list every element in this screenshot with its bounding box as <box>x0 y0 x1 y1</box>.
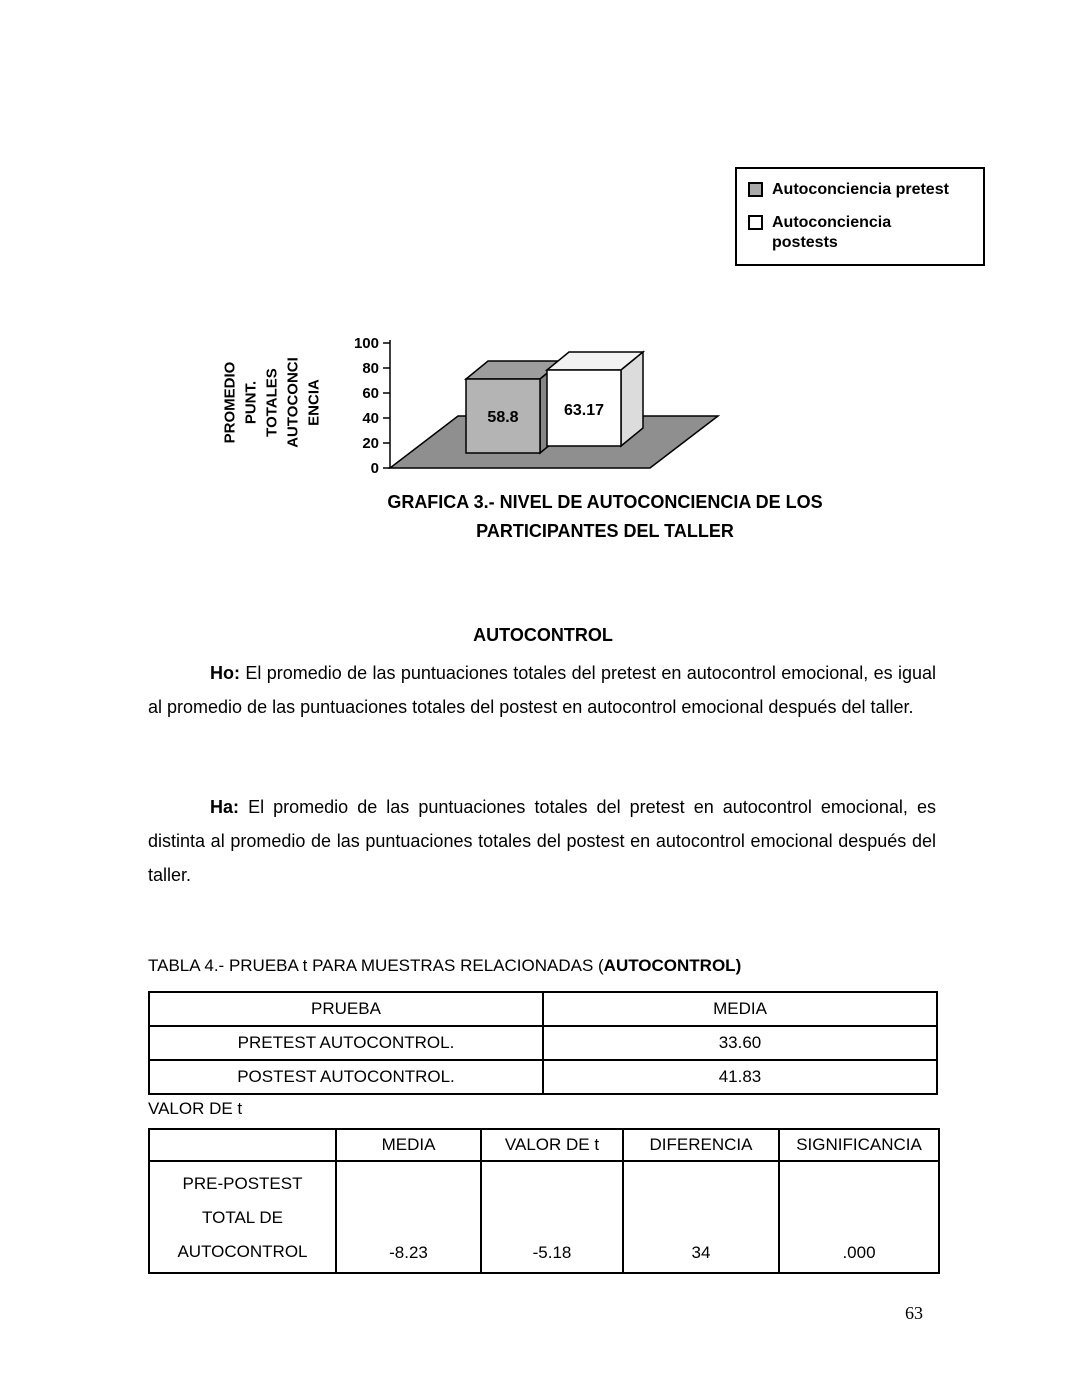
bar-postest-value-label: 63.17 <box>563 402 605 419</box>
y-axis-title-line-3: TOTALES <box>263 368 281 437</box>
t-table-media-value: -8.23 <box>336 1161 481 1273</box>
t-table-row-label-line-1: PRE-POSTEST <box>182 1174 303 1193</box>
y-axis-tick-marks <box>383 343 390 468</box>
table-caption-text: TABLA 4.- PRUEBA t PARA MUESTRAS RELACIONADAS ( <box>148 956 604 975</box>
ho-label: Ho: <box>210 663 240 683</box>
legend-item-postest <box>748 213 973 253</box>
hypothesis-ho-paragraph <box>148 656 936 724</box>
valor-de-t-label: VALOR DE t <box>148 1099 243 1118</box>
bar-pretest-value-label: 58.8 <box>487 409 519 426</box>
table-row <box>149 1060 937 1094</box>
t-table-header-significancia: SIGNIFICANCIA <box>779 1129 939 1161</box>
t-table-header-empty <box>149 1129 336 1161</box>
table-caption-bold-text: AUTOCONTROL) <box>603 956 742 975</box>
legend-swatch-pretest-icon <box>748 182 763 197</box>
chart-legend <box>735 167 985 266</box>
t-table-header-row <box>149 1129 939 1161</box>
postest-media-value: 41.83 <box>543 1060 937 1094</box>
y-axis-title-line-4: AUTOCONCI <box>284 357 302 448</box>
hypothesis-ha-paragraph <box>148 790 936 892</box>
section-heading: AUTOCONTROL <box>473 625 613 645</box>
y-tick-label-60: 60 <box>362 385 379 402</box>
media-table-header-row <box>149 992 937 1026</box>
table-caption <box>148 956 741 976</box>
media-table-header-prueba: PRUEBA <box>149 992 543 1026</box>
ha-text: El promedio de las puntuaciones totales del pretest en autocontrol emocional, es distinta al promedio de las puntuaciones totales del postest en autocontrol emocional después del taller. <box>148 797 936 885</box>
y-tick-label-20: 20 <box>362 435 379 452</box>
t-table-data-row <box>149 1161 939 1273</box>
t-table-row-label <box>149 1161 336 1273</box>
pretest-media-value: 33.60 <box>543 1026 937 1060</box>
t-table-header-valor: VALOR DE t <box>481 1129 623 1161</box>
y-axis-title <box>220 343 325 463</box>
ha-label: Ha: <box>210 797 240 817</box>
bar-postest <box>547 352 643 446</box>
t-table-header-diferencia: DIFERENCIA <box>623 1129 779 1161</box>
chart-title-line-1: GRAFICA 3.- NIVEL DE AUTOCONCIENCIA DE LOS <box>387 492 823 512</box>
legend-label-postest: Autoconciencia postests <box>772 214 892 251</box>
legend-swatch-postest-icon <box>748 215 763 230</box>
legend-item-pretest <box>748 180 973 200</box>
y-tick-label-40: 40 <box>362 410 379 427</box>
t-table-row-label-line-3: AUTOCONTROL <box>177 1242 308 1261</box>
y-axis-title-line-2: PUNT. <box>242 380 260 425</box>
t-table-diferencia-value: 34 <box>623 1161 779 1273</box>
chart-title <box>305 488 905 546</box>
t-table-valor-value: -5.18 <box>481 1161 623 1273</box>
pretest-row-label: PRETEST AUTOCONTROL. <box>149 1026 543 1060</box>
t-table-header-media: MEDIA <box>336 1129 481 1161</box>
t-test-table <box>148 1128 940 1274</box>
ho-text: El promedio de las puntuaciones totales del pretest en autocontrol emocional, es igual al promedio de las puntuaciones totales del postest en autocontrol emocional después del taller. <box>148 663 936 717</box>
chart-title-line-2: PARTICIPANTES DEL TALLER <box>476 521 734 541</box>
media-table <box>148 991 938 1095</box>
postest-row-label: POSTEST AUTOCONTROL. <box>149 1060 543 1094</box>
y-tick-label-0: 0 <box>370 460 379 477</box>
page-number: 63 <box>905 1303 923 1323</box>
y-axis-title-line-5: ENCIA <box>305 379 323 426</box>
t-table-significancia-value: .000 <box>779 1161 939 1273</box>
y-tick-label-80: 80 <box>362 360 379 377</box>
media-table-header-media: MEDIA <box>543 992 937 1026</box>
legend-label-pretest: Autoconciencia pretest <box>772 181 949 198</box>
table-row <box>149 1026 937 1060</box>
y-tick-label-100: 100 <box>353 335 379 352</box>
t-table-row-label-line-2: TOTAL DE <box>202 1208 283 1227</box>
y-axis-tick-labels <box>354 335 379 477</box>
y-axis-title-line-1: PROMEDIO <box>221 361 239 444</box>
